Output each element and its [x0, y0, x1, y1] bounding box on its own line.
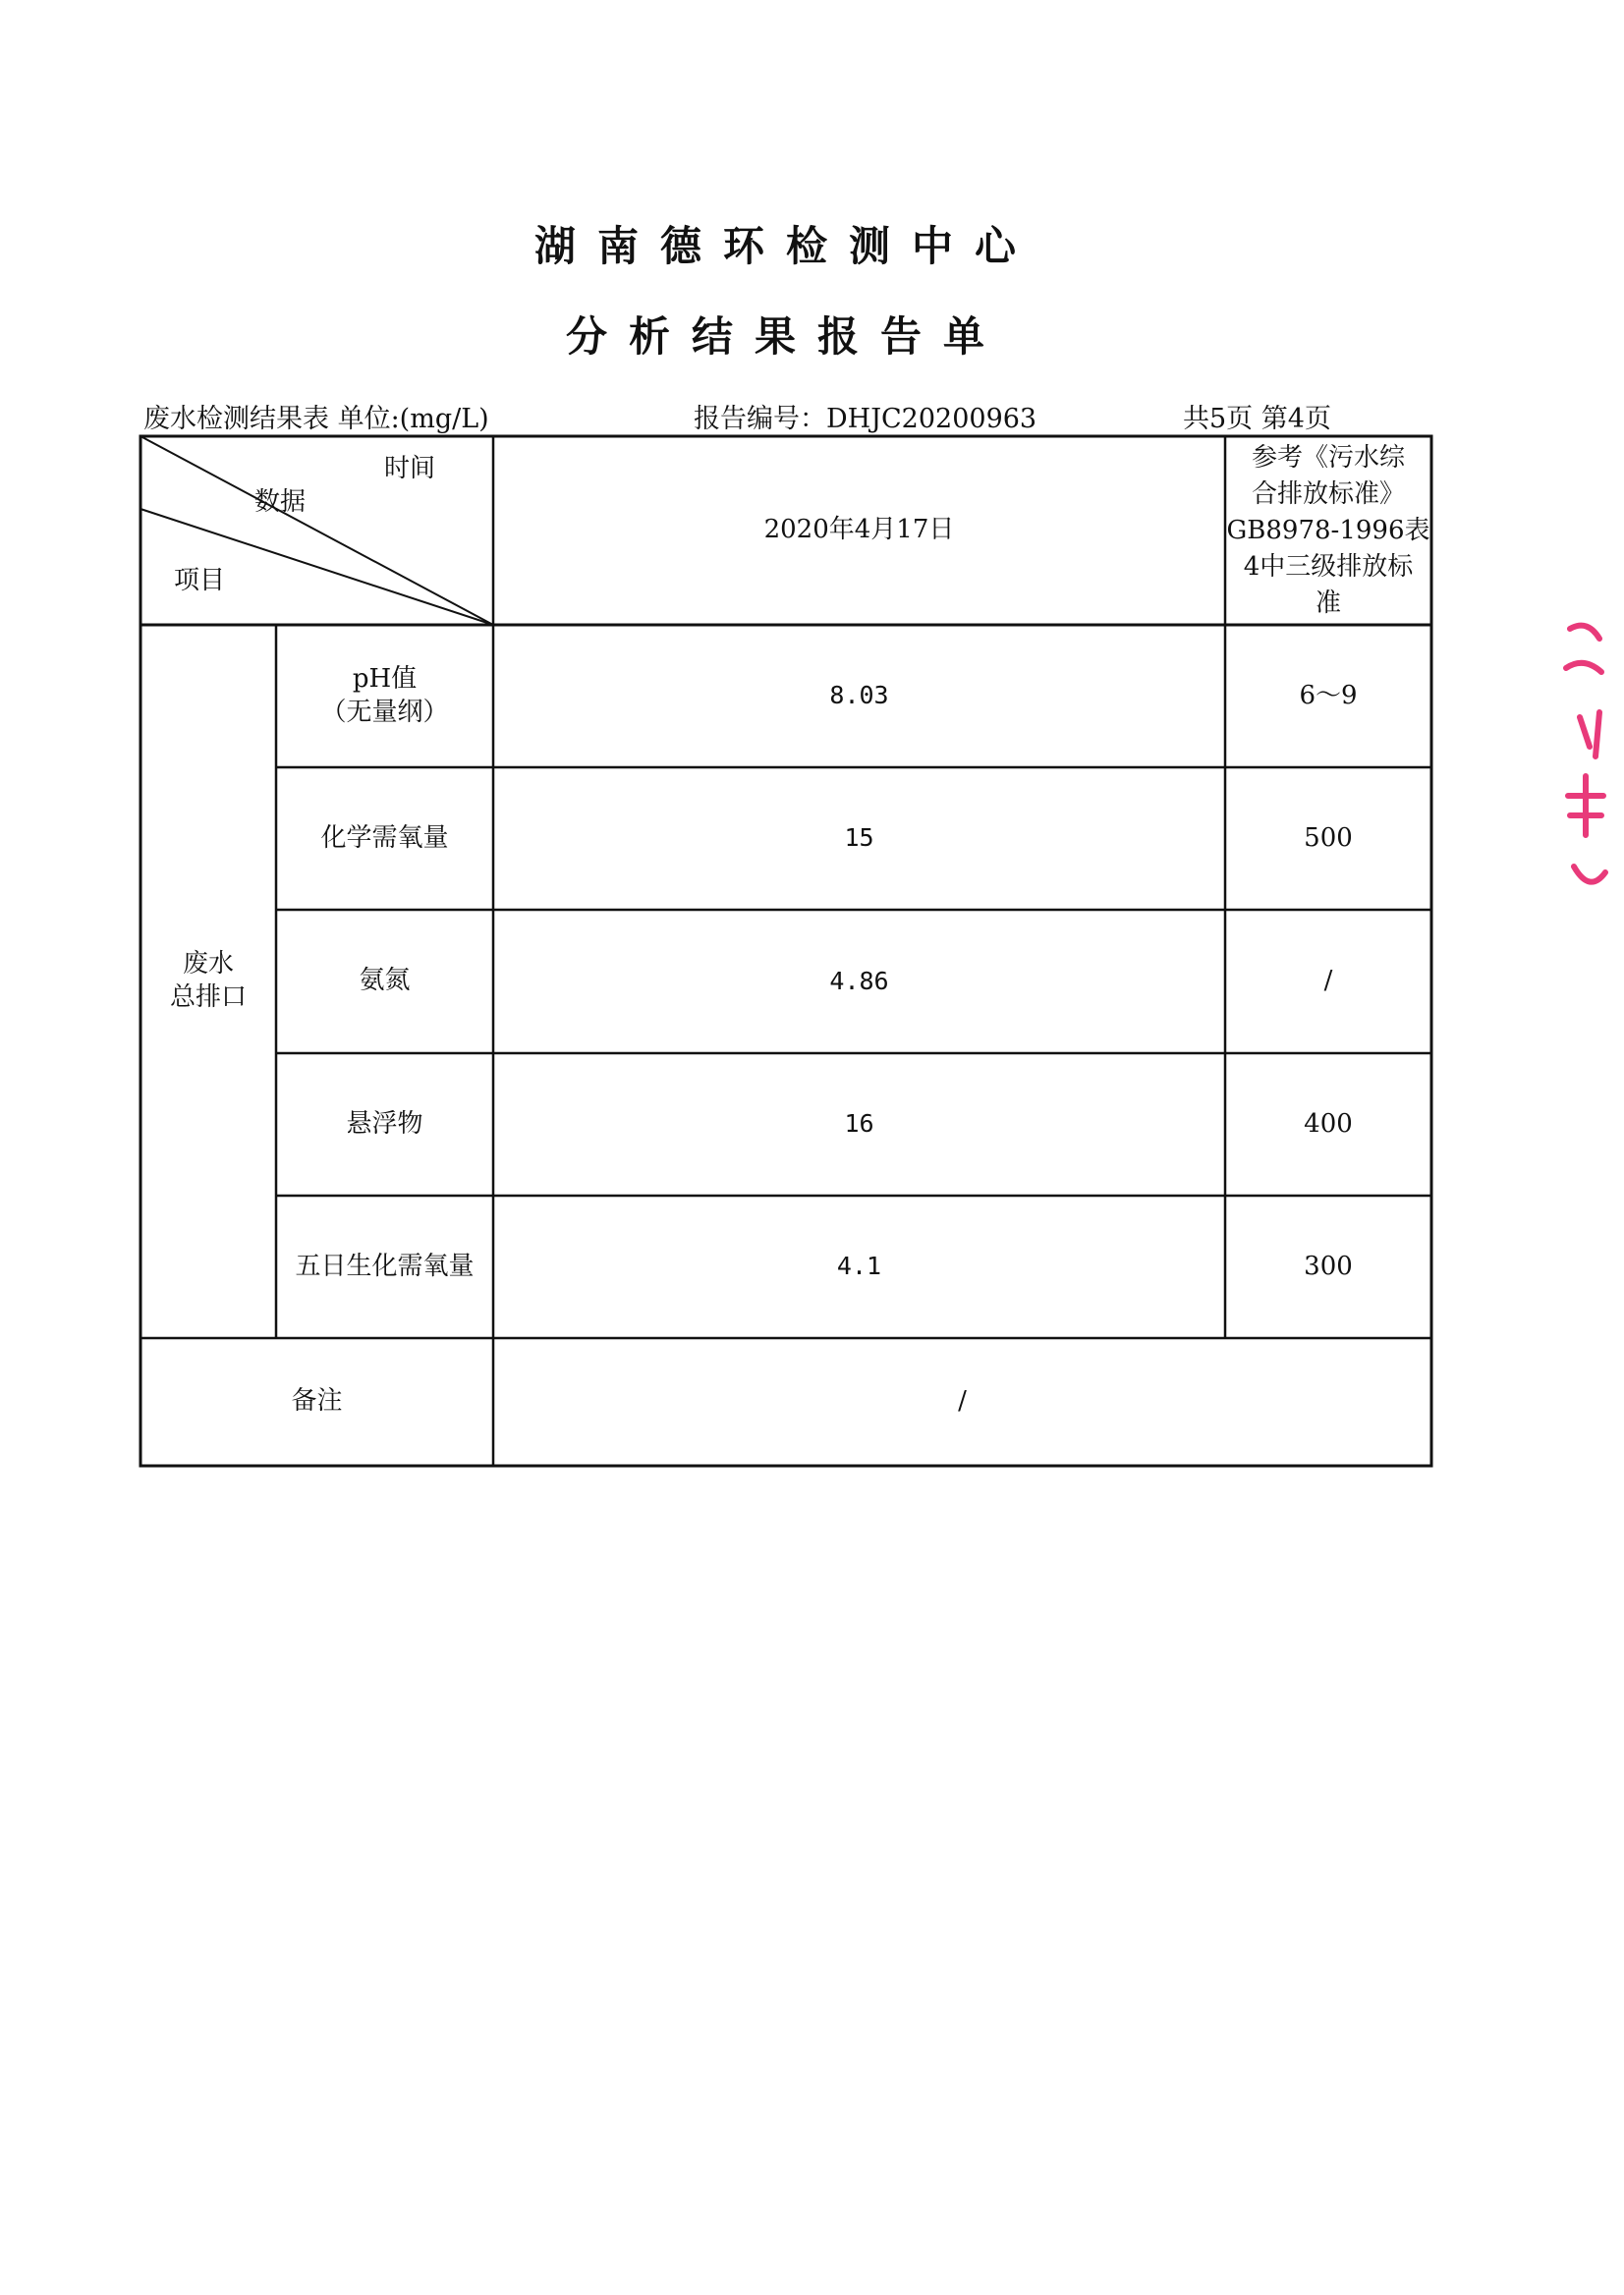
table-row-item-name: [276, 767, 493, 910]
page-info: 共5页 第4页: [1183, 404, 1331, 434]
report-number: 报告编号：DHJC20200963: [694, 404, 1037, 434]
org-title: 湖南德环检测中心: [533, 222, 1037, 270]
corner-time-label: 时间: [383, 454, 435, 484]
table-row-value: 4.86: [829, 966, 889, 995]
item-name-line: 五日生化需氧量: [295, 1251, 475, 1281]
table-row-item-name: [276, 1053, 493, 1196]
seal-stamp: [1560, 609, 1615, 904]
table-row-item-name: [276, 910, 493, 1053]
sampling-point-line: 总排口: [169, 982, 247, 1012]
table-row-item-name: [276, 1196, 493, 1338]
remark-label: 备注: [291, 1386, 343, 1417]
reference-line: 合排放标准》: [1251, 478, 1405, 509]
table-label: 废水检测结果表 单位:(mg/L): [143, 404, 489, 434]
item-name-line: （无量纲）: [320, 697, 449, 727]
table-row-reference: 400: [1304, 1108, 1353, 1139]
table-row-item-name: [276, 625, 493, 767]
table-row-value: 16: [844, 1109, 874, 1139]
sampling-point-line: 废水: [182, 949, 234, 980]
item-name-line: 氨氮: [359, 966, 411, 996]
seal-stamp-graphic: [1560, 609, 1615, 904]
reference-line: 准: [1315, 588, 1341, 618]
date-header: 2020年4月17日: [763, 515, 955, 545]
reference-line: GB8978-1996表: [1226, 515, 1430, 545]
table-row-value: 15: [844, 823, 874, 853]
table-row-reference: 6～9: [1299, 680, 1358, 710]
item-name-line: pH值: [352, 663, 418, 694]
table-row-value: 8.03: [829, 681, 889, 710]
reference-line: 4中三级排放标: [1243, 551, 1414, 582]
table-row-reference: /: [1323, 966, 1333, 996]
item-name-line: 悬浮物: [346, 1108, 423, 1139]
item-name-line: 化学需氧量: [320, 822, 449, 853]
reference-line: 参考《污水综: [1251, 442, 1405, 473]
report-title: 分析结果报告单: [565, 312, 1006, 361]
corner-data-label: 数据: [253, 487, 306, 518]
remark-value: /: [958, 1386, 967, 1417]
table-row-reference: 500: [1304, 822, 1353, 853]
reference-standard-header: [1225, 436, 1431, 625]
table-row-reference: 300: [1304, 1251, 1353, 1281]
corner-item-label: 项目: [173, 566, 225, 596]
sampling-point-label: [140, 625, 276, 1338]
table-row-value: 4.1: [836, 1252, 882, 1281]
